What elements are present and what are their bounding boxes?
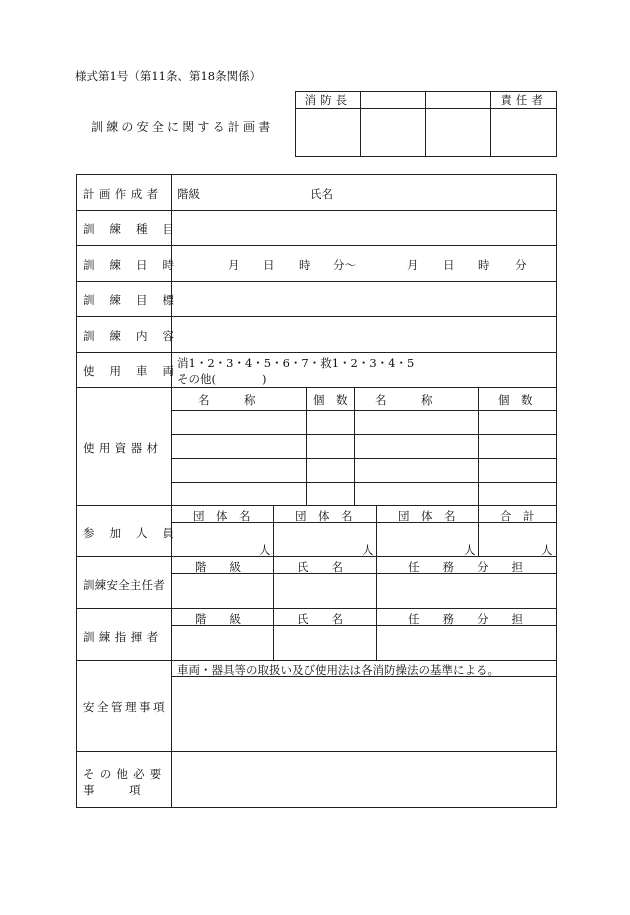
safety-officer-rank-header: 階 級 [195, 560, 241, 574]
commander-name-header: 氏 名 [297, 612, 343, 626]
manager-stamp-field[interactable] [491, 109, 557, 157]
planner-rank-label: 階級 [177, 187, 200, 201]
vehicles-label: 使用車両 [83, 364, 189, 378]
other-label-line1: その他必要 [83, 767, 167, 781]
safety-officer-name-header: 氏 名 [297, 560, 343, 574]
datetime-label: 訓練日時 [83, 258, 189, 272]
approval-stamp-table [295, 91, 557, 157]
vehicle-numbers: 消1・2・3・4・5・6・7・救1・2・3・4・5 [177, 356, 415, 370]
unit-person-1: 人 [259, 543, 271, 557]
document-title: 訓練の安全に関する計画書 [91, 120, 274, 134]
unit-person-2: 人 [362, 543, 374, 557]
safety-mgmt-note: 車両・器具等の取扱い及び使用法は各消防操法の基準による。 [177, 663, 499, 677]
safety-mgmt-field[interactable] [172, 677, 556, 751]
commander-label: 訓練指揮者 [83, 630, 163, 644]
chief-header: 消防長 [296, 92, 361, 109]
other-field[interactable] [172, 752, 556, 807]
equipment-name-header-1: 名 称 [198, 393, 256, 407]
vehicle-other: その他( ) [177, 372, 267, 386]
approval-blank-1 [360, 92, 426, 109]
equipment-qty-header-2: 個 数 [498, 393, 533, 407]
end-day: 日 [443, 258, 455, 272]
stamp-field-2[interactable] [360, 109, 426, 157]
start-day: 日 [263, 258, 275, 272]
safety-officer-duty-header: 任 務 分 担 [408, 560, 523, 574]
form-number-header: 様式第1号（第11条、第18条関係） [75, 69, 262, 83]
commander-rank-header: 階 級 [195, 612, 241, 626]
stamp-field-3[interactable] [426, 109, 491, 157]
end-month: 月 [407, 258, 419, 272]
group-name-header-1: 団 体 名 [193, 509, 251, 523]
goal-label: 訓練目標 [83, 293, 189, 307]
start-month: 月 [228, 258, 240, 272]
commander-duty-header: 任 務 分 担 [408, 612, 523, 626]
equipment-label: 使用資器材 [83, 441, 163, 455]
planner-name-label: 氏名 [310, 187, 333, 201]
content-field[interactable] [172, 317, 556, 352]
type-field[interactable] [172, 211, 556, 245]
goal-field[interactable] [172, 282, 556, 316]
total-header: 合 計 [500, 509, 535, 523]
group-name-header-2: 団 体 名 [295, 509, 353, 523]
safety-officer-label: 訓練安全主任者 [83, 578, 165, 592]
end-hour: 時 [478, 258, 490, 272]
unit-person-3: 人 [464, 543, 476, 557]
content-label: 訓練内容 [83, 329, 189, 343]
approval-blank-2 [426, 92, 491, 109]
planner-label: 計画作成者 [83, 187, 163, 201]
participants-label: 参加人員 [83, 526, 189, 540]
group-name-header-3: 団 体 名 [398, 509, 456, 523]
manager-header: 責任者 [491, 92, 557, 109]
other-label-line2: 事 項 [83, 783, 141, 797]
safety-mgmt-label: 安全管理事項 [83, 700, 167, 714]
start-minute: 分〜 [333, 258, 356, 272]
equipment-name-header-2: 名 称 [375, 393, 433, 407]
start-hour: 時 [299, 258, 311, 272]
end-minute: 分 [515, 258, 527, 272]
type-label: 訓練種目 [83, 222, 189, 236]
unit-person-total: 人 [541, 543, 553, 557]
equipment-qty-header-1: 個 数 [313, 393, 348, 407]
chief-stamp-field[interactable] [296, 109, 361, 157]
